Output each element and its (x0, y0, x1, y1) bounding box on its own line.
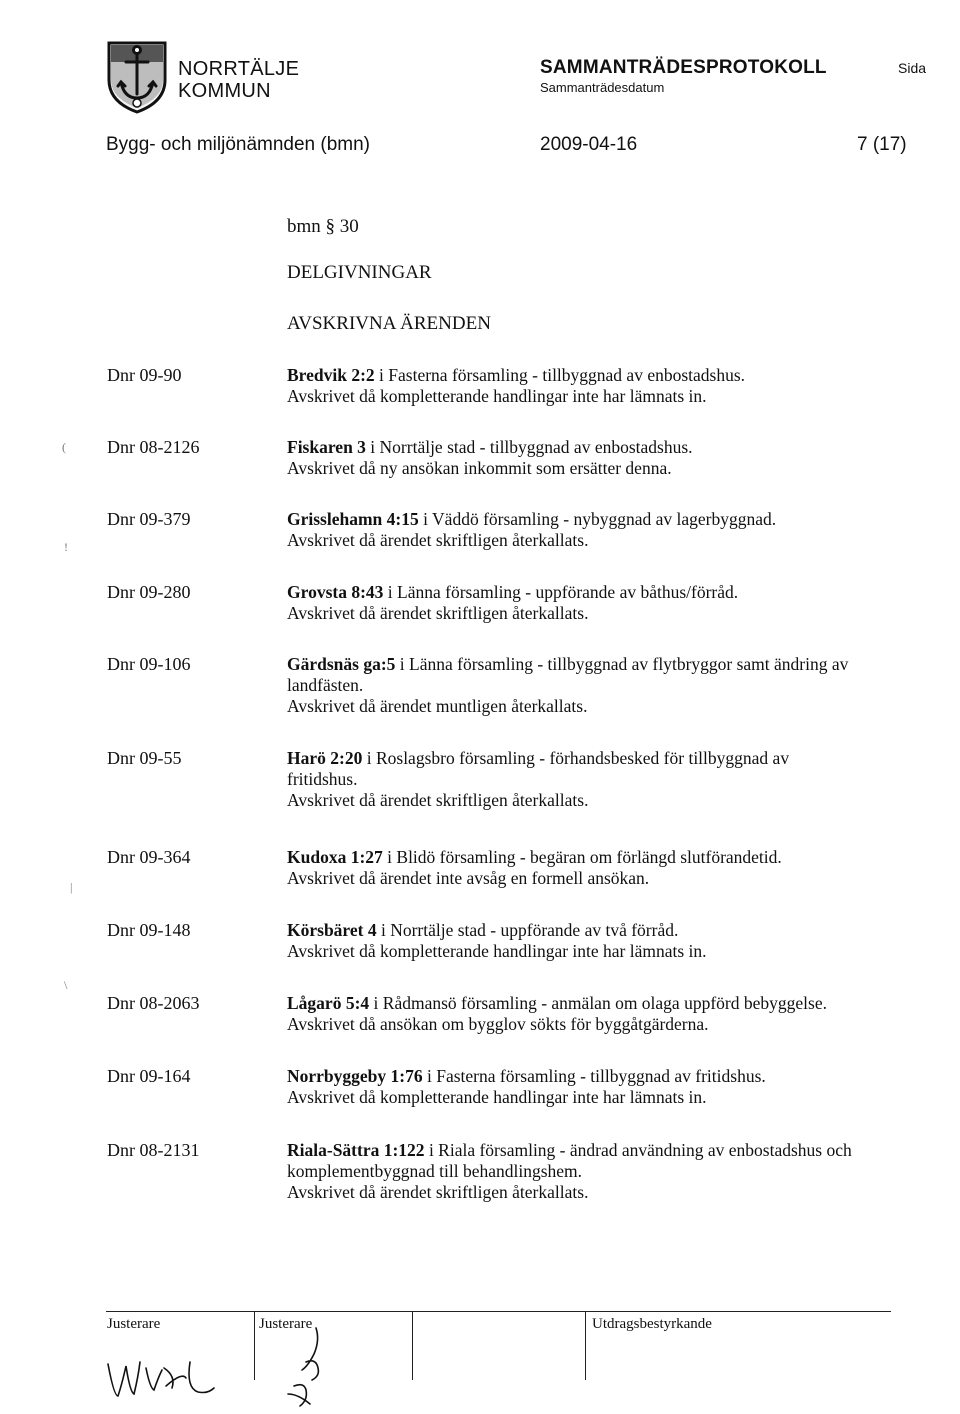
property-name: Gärdsnäs ga:5 (287, 654, 396, 674)
case-text (287, 509, 947, 551)
case-text (287, 582, 947, 624)
scan-mark: ( (62, 440, 66, 454)
extract-certification-label: Utdragsbestyrkande (592, 1316, 712, 1332)
case-dnr: Dnr 08-2063 (107, 993, 200, 1013)
scan-mark: ! (64, 540, 68, 554)
case-description: i Fasterna församling - tillbyggnad av enbostadshus. (374, 365, 746, 385)
footer-rule (106, 1311, 891, 1312)
page-label: Sida (898, 60, 927, 76)
case-description-continued: landfästen. (287, 675, 364, 695)
case-dnr: Dnr 09-364 (107, 847, 191, 867)
committee-name: Bygg- och miljönämnden (bmn) (106, 134, 371, 155)
case-description: i Länna församling - tillbyggnad av flytbryggor samt ändring av (395, 654, 849, 674)
case-dnr: Dnr 09-164 (107, 1066, 191, 1086)
property-name: Grisslehamn 4:15 (287, 509, 419, 529)
case-decision: Avskrivet då ärendet inte avsåg en formell ansökan. (287, 868, 650, 888)
case-decision: Avskrivet då ärendet muntligen återkallats. (287, 696, 588, 716)
organization-name-line1: NORRTÄLJE (178, 58, 300, 80)
case-decision: Avskrivet då ny ansökan inkommit som ersätter denna. (287, 458, 672, 478)
case-text (287, 1140, 947, 1203)
case-description-continued: komplementbyggnad till behandlingshem. (287, 1161, 583, 1181)
case-dnr: Dnr 09-106 (107, 654, 191, 674)
case-decision: Avskrivet då kompletterande handlingar inte har lämnats in. (287, 1087, 707, 1107)
property-name: Bredvik 2:2 (287, 365, 375, 385)
case-decision: Avskrivet då ärendet skriftligen återkallats. (287, 790, 589, 810)
case-dnr: Dnr 09-379 (107, 509, 191, 529)
property-name: Norrbyggeby 1:76 (287, 1066, 423, 1086)
scan-mark: | (70, 880, 73, 894)
document-title: SAMMANTRÄDESPROTOKOLL (540, 57, 827, 78)
justerare-label-1: Justerare (107, 1316, 161, 1332)
case-description: i Blidö församling - begäran om förlängd slutförandetid. (382, 847, 782, 867)
case-text (287, 847, 947, 889)
case-text (287, 993, 947, 1035)
signature-1 (102, 1348, 220, 1406)
property-name: Fiskaren 3 (287, 437, 366, 457)
footer-divider (585, 1312, 586, 1380)
case-dnr: Dnr 09-90 (107, 365, 182, 385)
property-name: Lågarö 5:4 (287, 993, 370, 1013)
case-dnr: Dnr 08-2126 (107, 437, 200, 457)
case-decision: Avskrivet då ärendet skriftligen återkallats. (287, 530, 589, 550)
case-text (287, 365, 947, 407)
section-title: DELGIVNINGAR (287, 262, 432, 283)
case-text (287, 654, 947, 717)
case-dnr: Dnr 09-280 (107, 582, 191, 602)
case-dnr: Dnr 09-148 (107, 920, 191, 940)
property-name: Körsbäret 4 (287, 920, 377, 940)
case-description: i Väddö församling - nybyggnad av lagerbyggnad. (418, 509, 777, 529)
property-name: Kudoxa 1:27 (287, 847, 383, 867)
case-description: i Länna församling - uppförande av båthus/förråd. (383, 582, 739, 602)
case-text (287, 437, 947, 479)
property-name: Grovsta 8:43 (287, 582, 384, 602)
page-number: 7 (17) (857, 134, 907, 155)
justerare-label-2: Justerare (259, 1316, 313, 1332)
case-decision: Avskrivet då kompletterande handlingar inte har lämnats in. (287, 941, 707, 961)
case-text (287, 920, 947, 962)
case-text (287, 1066, 947, 1108)
case-description: i Norrtälje stad - uppförande av två förråd. (376, 920, 679, 940)
case-description: i Riala församling - ändrad användning av enbostadshus och (424, 1140, 852, 1160)
subsection-title: AVSKRIVNA ÄRENDEN (287, 313, 491, 334)
organization-name-line2: KOMMUN (178, 80, 271, 102)
meeting-date: 2009-04-16 (540, 134, 638, 155)
footer-divider (412, 1312, 413, 1380)
footer-divider (254, 1312, 255, 1380)
case-decision: Avskrivet då kompletterande handlingar inte har lämnats in. (287, 386, 707, 406)
case-description: i Fasterna församling - tillbyggnad av fritidshus. (422, 1066, 766, 1086)
signature-footer (0, 1300, 960, 1414)
case-decision: Avskrivet då ansökan om bygglov sökts för byggåtgärderna. (287, 1014, 709, 1034)
case-description-continued: fritidshus. (287, 769, 358, 789)
property-name: Riala-Sättra 1:122 (287, 1140, 425, 1160)
case-decision: Avskrivet då ärendet skriftligen återkallats. (287, 603, 589, 623)
case-description: i Roslagsbro församling - förhandsbesked för tillbyggnad av (362, 748, 790, 768)
case-text (287, 748, 947, 811)
municipality-logo (106, 40, 168, 114)
property-name: Harö 2:20 (287, 748, 363, 768)
case-description: i Norrtälje stad - tillbyggnad av enbostadshus. (365, 437, 693, 457)
paragraph-number: bmn § 30 (287, 216, 359, 237)
case-decision: Avskrivet då ärendet skriftligen återkallats. (287, 1182, 589, 1202)
case-description: i Rådmansö församling - anmälan om olaga uppförd bebyggelse. (369, 993, 827, 1013)
scan-mark: \ (64, 978, 68, 992)
case-dnr: Dnr 09-55 (107, 748, 182, 768)
case-dnr: Dnr 08-2131 (107, 1140, 200, 1160)
signature-2 (276, 1324, 346, 1410)
meeting-date-label: Sammanträdesdatum (540, 80, 665, 95)
